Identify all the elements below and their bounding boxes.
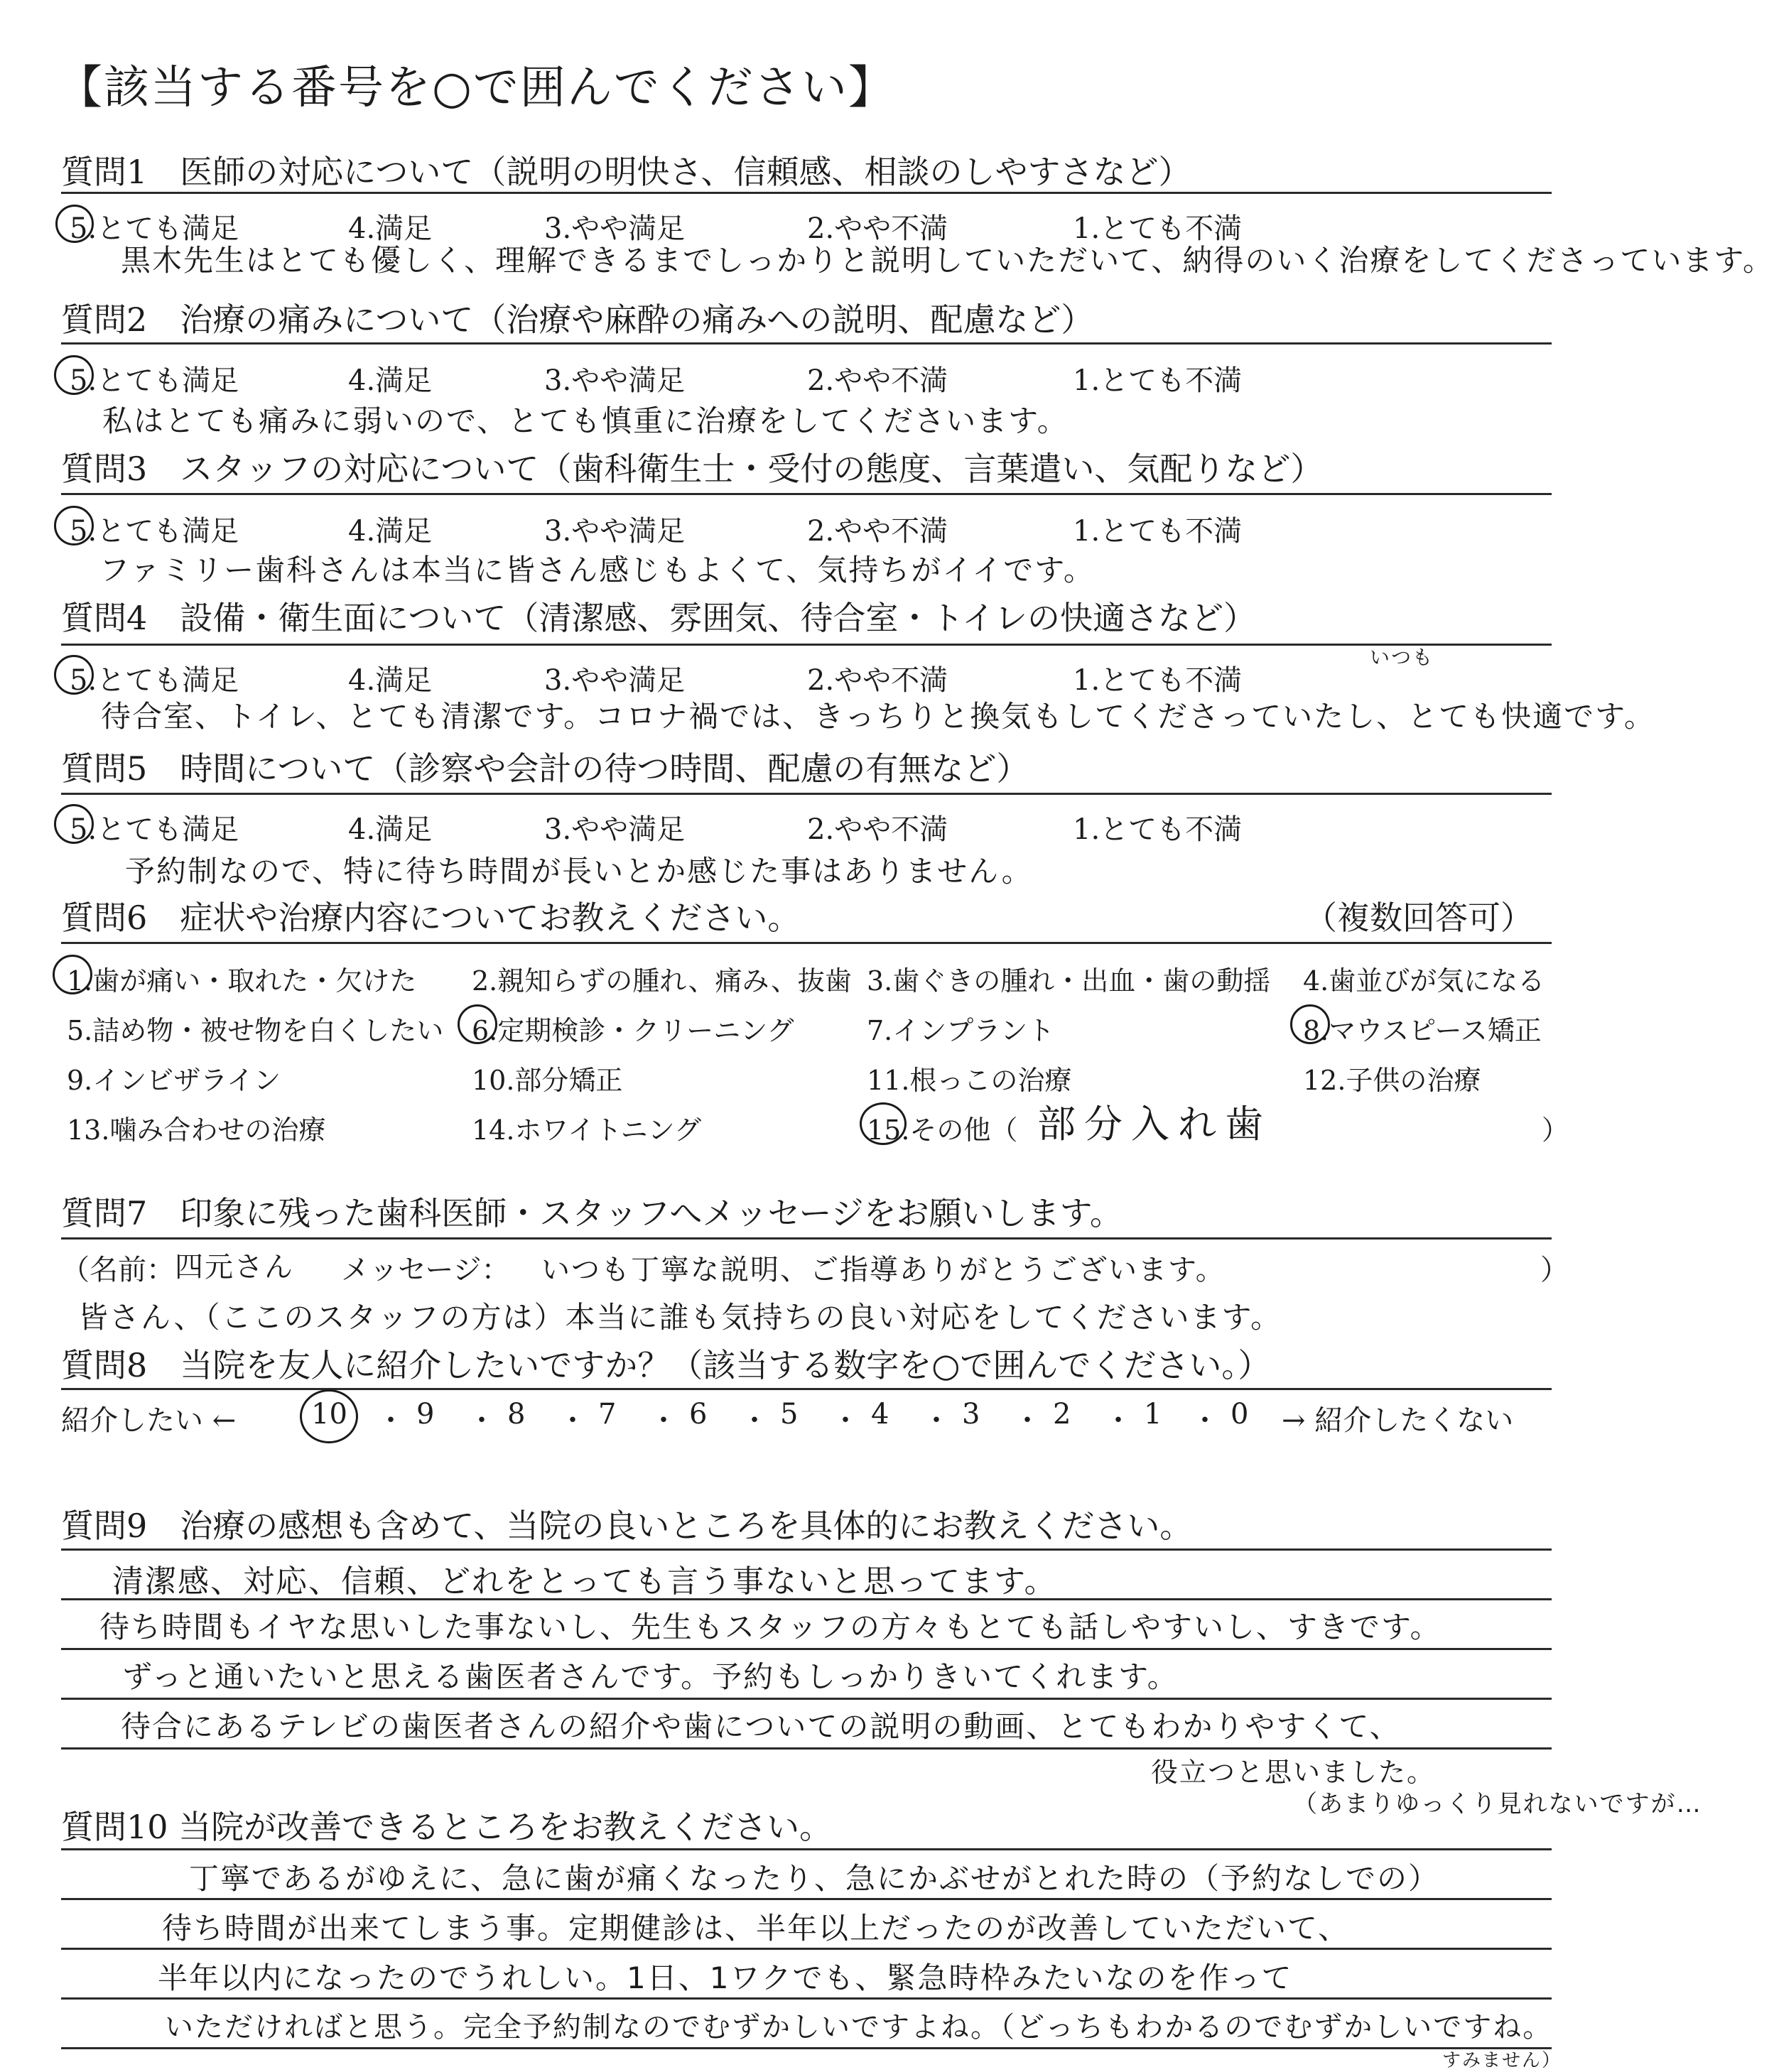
q4-selected-circle (54, 655, 94, 695)
q7-message-label: メッセージ： (341, 1254, 510, 1286)
q4-option-5[interactable]: 5.とても満足 (70, 664, 239, 697)
q9-text-line-5: 役立つと思いました。 (1151, 1757, 1436, 1788)
q8-number-3[interactable]: 3 (962, 1398, 980, 1431)
q7-message-value[interactable]: いつも丁寧な説明、ご指導ありがとうございます。 (541, 1254, 1226, 1286)
q10-line-5 (61, 2047, 1552, 2049)
q6-option-2[interactable]: 2.親知らずの腫れ、痛み、抜歯 (472, 965, 852, 997)
q10-text-line-1: 丁寧であるがゆえに、急に歯が痛くなったり、急にかぶせがとれた時の（予約なしでの） (189, 1861, 1440, 1896)
q4-option-4[interactable]: 4.満足 (348, 664, 433, 697)
q8-number-6[interactable]: 6 (689, 1398, 708, 1431)
q2-rule (61, 342, 1552, 345)
q9-text-line-1: 清潔感、対応、信頼、どれをとっても言う事ないと思ってます。 (112, 1563, 1057, 1600)
q4-option-2[interactable]: 2.やや不満 (807, 664, 948, 697)
q7-heading: 質問7 印象に残った歯科医師・スタッフへメッセージをお願いします。 (61, 1194, 1123, 1232)
q1-heading: 質問1 医師の対応について（説明の明快さ、信頼感、相談のしやすさなど） (61, 153, 1191, 191)
q1-rule (61, 192, 1552, 194)
q9-text-line-3: ずっと通いたいと思える歯医者さんです。予約もしっかりきいてくれます。 (122, 1659, 1179, 1694)
q1-option-5[interactable]: 5.とても満足 (70, 212, 239, 245)
q6-heading: 質問6 症状や治療内容についてお教えください。 (61, 899, 801, 937)
q6-option-10[interactable]: 10.部分矯正 (472, 1065, 623, 1096)
q8-dot: ・ (467, 1404, 496, 1437)
q7-name-value[interactable]: 四元さん (175, 1251, 294, 1284)
q6-option-14[interactable]: 14.ホワイトニング (472, 1114, 702, 1146)
q9-line-1 (61, 1548, 1552, 1551)
q6-option-1[interactable]: 1.歯が痛い・取れた・欠けた (67, 965, 417, 997)
q6-rule (61, 942, 1552, 944)
q8-number-7[interactable]: 7 (598, 1398, 617, 1431)
q4-rule (61, 644, 1552, 646)
q3-option-1[interactable]: 1.とても不満 (1073, 515, 1243, 548)
q8-heading: 質問8 当院を友人に紹介したいですか？（該当する数字を○で囲んでください。） (61, 1346, 1271, 1384)
q5-option-3[interactable]: 3.やや満足 (544, 813, 686, 846)
q6-option-6[interactable]: 6.定期検診・クリーニング (472, 1015, 794, 1046)
q5-rule (61, 793, 1552, 795)
q8-number-4[interactable]: 4 (871, 1398, 889, 1431)
q7-name-label: （名前： (61, 1254, 175, 1286)
q10-text-line-3: 半年以内になったのでうれしい。1日、1ワクでも、緊急時枠みたいなのを作って (158, 1960, 1293, 1995)
q3-selected-circle (54, 506, 94, 546)
q1-option-2[interactable]: 2.やや不満 (807, 212, 948, 245)
q4-option-3[interactable]: 3.やや満足 (544, 664, 686, 697)
q6-option-12[interactable]: 12.子供の治療 (1303, 1065, 1481, 1096)
q2-comment: 私はとても痛みに弱いので、とても慎重に治療をしてくださいます。 (102, 403, 1069, 438)
q7-rule (61, 1237, 1552, 1240)
q3-rule (61, 493, 1552, 495)
q10-heading: 質問10 当院が改善できるところをお教えください。 (61, 1808, 833, 1846)
q2-option-2[interactable]: 2.やや不満 (807, 364, 948, 397)
q8-number-2[interactable]: 2 (1053, 1398, 1071, 1431)
q8-number-8[interactable]: 8 (507, 1398, 526, 1431)
q2-option-1[interactable]: 1.とても不満 (1073, 364, 1243, 397)
q2-option-3[interactable]: 3.やや満足 (544, 364, 686, 397)
q3-option-3[interactable]: 3.やや満足 (544, 515, 686, 548)
q5-option-5[interactable]: 5.とても満足 (70, 813, 239, 846)
q8-right-label: → 紹介したくない (1282, 1404, 1514, 1437)
q6-option-4[interactable]: 4.歯並びが気になる (1303, 965, 1545, 997)
q3-option-5[interactable]: 5.とても満足 (70, 515, 239, 548)
q6-selected-circle-8 (1290, 1004, 1330, 1044)
q4-comment: 待合室、トイレ、とても清潔です。コロナ禍では、きっちりと換気もしてくださっていたし、とても快適です。 (101, 699, 1655, 734)
q8-dot: ・ (1013, 1404, 1042, 1437)
q10-line-4 (61, 1997, 1552, 2000)
q9-line-4 (61, 1698, 1552, 1700)
q8-left-label: 紹介したい ← (61, 1404, 237, 1437)
q2-option-5[interactable]: 5.とても満足 (70, 364, 239, 397)
q6-other-close: ） (1542, 1114, 1569, 1146)
q1-selected-circle (55, 205, 94, 243)
q5-option-2[interactable]: 2.やや不満 (807, 813, 948, 846)
q8-selected-circle (300, 1389, 358, 1443)
q1-comment: 黒木先生はとても優しく、理解できるまでしっかりと説明していただいて、納得のいく治療をしてくださっています。 (121, 243, 1774, 278)
q5-comment: 予約制なので、特に待ち時間が長いとか感じた事はありません。 (125, 854, 1033, 889)
q8-dot: ・ (649, 1404, 678, 1437)
q6-option-3[interactable]: 3.歯ぐきの腫れ・出血・歯の動揺 (867, 965, 1271, 997)
q7-message-line2: 皆さん、（ここのスタッフの方は）本当に誰も気持ちの良い対応をしてくださいます。 (78, 1300, 1282, 1335)
q4-insert-note: いつも (1370, 646, 1434, 669)
q10-text-line-5: すみません） (1442, 2050, 1562, 2071)
q2-option-4[interactable]: 4.満足 (348, 364, 433, 397)
q9-line-5 (61, 1747, 1552, 1750)
q7-close: ） (1540, 1254, 1569, 1286)
q3-option-2[interactable]: 2.やや不満 (807, 515, 948, 548)
q5-option-4[interactable]: 4.満足 (348, 813, 433, 846)
q10-line-2 (61, 1898, 1552, 1900)
q1-option-4[interactable]: 4.満足 (348, 212, 433, 245)
q5-selected-circle (54, 804, 94, 844)
q6-option-15[interactable]: 15.その他（ (867, 1114, 1018, 1146)
q10-line-3 (61, 1948, 1552, 1950)
q10-text-line-4: いただければと思う。完全予約制なのでむずかしいですよね。（どっちもわかるのでむずかしいですね。 (165, 2011, 1553, 2044)
q6-selected-circle-6 (458, 1004, 497, 1044)
q10-line-1 (61, 1848, 1552, 1850)
q8-dot: ・ (740, 1404, 769, 1437)
q3-comment: ファミリー歯科さんは本当に皆さん感じもよくて、気持ちがイイです。 (99, 553, 1095, 587)
q3-option-4[interactable]: 4.満足 (348, 515, 433, 548)
q6-option-9[interactable]: 9.インビザライン (67, 1065, 281, 1096)
q2-heading: 質問2 治療の痛みについて（治療や麻酔の痛みへの説明、配慮など） (61, 300, 1094, 339)
q2-selected-circle (54, 355, 94, 395)
q5-heading: 質問5 時間について（診察や会計の待つ時間、配慮の有無など） (61, 749, 1029, 788)
q8-dot: ・ (1191, 1404, 1219, 1437)
q6-selected-circle-15 (860, 1102, 907, 1145)
q9-text-line-4: 待合にあるテレビの歯医者さんの紹介や歯についての説明の動画、とてもわかりやすくて、 (121, 1709, 1401, 1744)
q1-option-1[interactable]: 1.とても不満 (1073, 212, 1243, 245)
q6-option-5[interactable]: 5.詰め物・被せ物を白くしたい (67, 1015, 444, 1046)
q9-line-3 (61, 1648, 1552, 1650)
q9-text-line-2: 待ち時間もイヤな思いした事ないし、先生もスタッフの方々もとても話しやすいし、すきです。 (99, 1610, 1442, 1644)
q3-heading: 質問3 スタッフの対応について（歯科衛生士・受付の態度、言葉遣い、気配りなど） (61, 450, 1324, 488)
q9-heading: 質問9 治療の感想も含めて、当院の良いところを具体的にお教えください。 (61, 1507, 1193, 1545)
q8-number-9[interactable]: 9 (416, 1398, 435, 1431)
q6-option-7[interactable]: 7.インプラント (867, 1015, 1055, 1046)
q8-dot: ・ (558, 1404, 587, 1437)
q10-text-line-2: 待ち時間が出来てしまう事。定期健診は、半年以上だったのが改善していただいて、 (162, 1911, 1350, 1946)
q8-number-5[interactable]: 5 (780, 1398, 799, 1431)
q8-dot: ・ (377, 1404, 405, 1437)
q6-option-8[interactable]: 8.マウスピース矯正 (1303, 1015, 1542, 1046)
q4-heading: 質問4 設備・衛生面について（清潔感、雰囲気、待合室・トイレの快適さなど） (61, 599, 1257, 637)
q5-option-1[interactable]: 1.とても不満 (1073, 813, 1243, 846)
q8-dot: ・ (1104, 1404, 1132, 1437)
q4-option-1[interactable]: 1.とても不満 (1073, 664, 1243, 697)
q8-number-1[interactable]: 1 (1144, 1398, 1162, 1431)
q6-other-text: 部分入れ歯 (1037, 1102, 1272, 1146)
q8-number-0[interactable]: 0 (1231, 1398, 1249, 1431)
q8-rule (61, 1388, 1552, 1390)
q6-option-11[interactable]: 11.根っこの治療 (867, 1065, 1072, 1096)
q6-note: （複数回答可） (1304, 899, 1533, 937)
q8-dot: ・ (831, 1404, 860, 1437)
q8-dot: ・ (922, 1404, 951, 1437)
form-title: 【該当する番号を○で囲んでください】 (57, 62, 895, 114)
q1-option-3[interactable]: 3.やや満足 (544, 212, 686, 245)
q9-text-line-6: （あまりゆっくり見れないですが… (1293, 1790, 1702, 1818)
q8-number-10[interactable]: 10 (311, 1398, 347, 1431)
q6-selected-circle-1 (53, 955, 92, 994)
q6-option-13[interactable]: 13.噛み合わせの治療 (67, 1114, 326, 1146)
